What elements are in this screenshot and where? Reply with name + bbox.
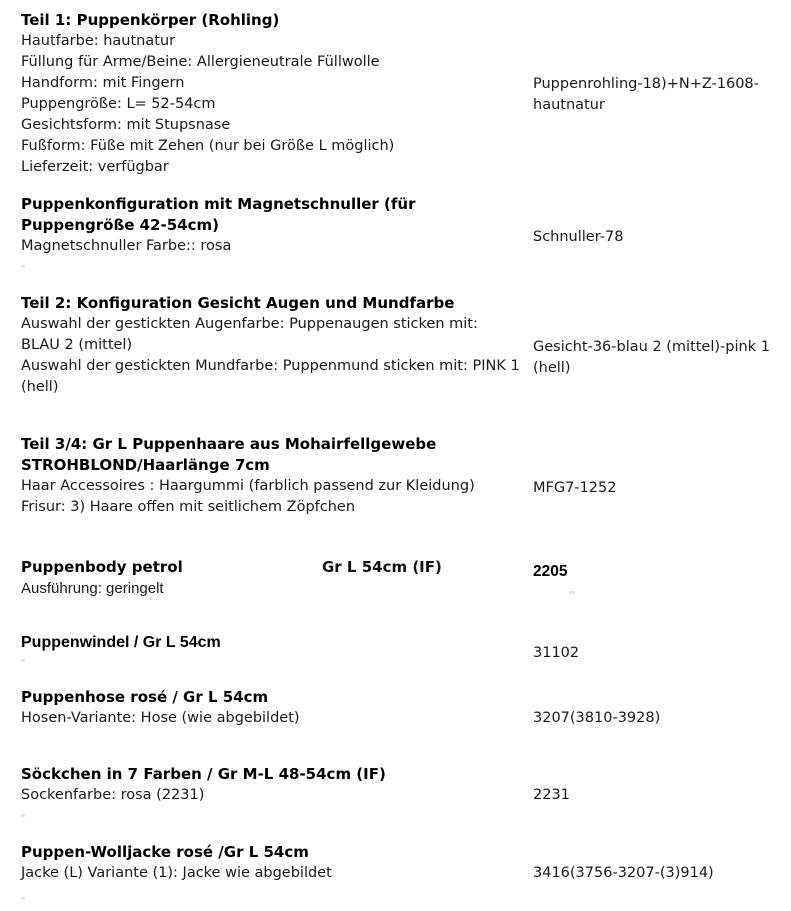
item-option: Handform: mit Fingern — [21, 75, 185, 91]
item-sku: 31102 — [533, 645, 580, 661]
item-option: Magnetschnuller Farbe:: rosa — [21, 238, 232, 254]
item-title: Puppenkonfiguration mit Magnetschnuller (für Puppengröße 42-54cm) — [21, 195, 416, 234]
item-description — [21, 764, 526, 806]
item-option: Gesichtsform: mit Stupsnase — [21, 117, 231, 133]
order-item-body-suit — [21, 557, 791, 607]
order-item-pants — [21, 687, 791, 737]
order-item-jacket — [21, 842, 791, 902]
item-option: Jacke (L) Variante (1): Jacke wie abgebildet — [21, 865, 332, 881]
item-size: Gr L 54cm (IF) — [322, 558, 442, 576]
divider — [569, 591, 575, 594]
order-item-hair — [21, 434, 791, 524]
item-option: Auswahl der gestickten Augenfarbe: Puppenaugen sticken mit: BLAU 2 (mittel) — [21, 316, 478, 353]
item-description — [21, 293, 521, 398]
item-sku: 2205 — [533, 563, 568, 580]
item-title: Söckchen in 7 Farben / Gr M-L 48-54cm (IF) — [21, 765, 386, 783]
item-description — [21, 687, 526, 729]
item-option: Frisur: 3) Haare offen mit seitlichem Zöpfchen — [21, 499, 356, 515]
item-title: Puppenhose rosé / Gr L 54cm — [21, 688, 269, 706]
item-option: Auswahl der gestickten Mundfarbe: Puppenmund sticken mit: PINK 1 (hell) — [21, 358, 520, 395]
divider — [21, 659, 25, 662]
item-sku: MFG7-1252 — [533, 480, 617, 496]
item-description — [21, 434, 491, 518]
item-title: Puppen-Wolljacke rosé /Gr L 54cm — [21, 843, 309, 861]
divider — [21, 265, 25, 268]
item-option: Füllung für Arme/Beine: Allergieneutrale Füllwolle — [21, 54, 380, 70]
item-description — [21, 194, 441, 257]
item-option: Fußform: Füße mit Zehen (nur bei Größe L möglich) — [21, 138, 395, 154]
item-sku: Schnuller-78 — [533, 229, 624, 245]
order-item-face-config — [21, 293, 791, 403]
item-sku: 3207(3810-3928) — [533, 710, 661, 726]
order-item-doll-body — [21, 10, 791, 182]
divider — [21, 814, 25, 817]
item-sku: Puppenrohling-18)+N+Z-1608-hautnatur — [533, 76, 759, 113]
item-description — [21, 557, 526, 599]
item-title: Puppenwindel / Gr L 54cm — [21, 634, 221, 651]
item-title: Teil 3/4: Gr L Puppenhaare aus Mohairfellgewebe STROHBLOND/Haarlänge 7cm — [21, 435, 437, 474]
order-item-pacifier — [21, 194, 791, 264]
item-option: Hosen-Variante: Hose (wie abgebildet) — [21, 710, 300, 726]
item-title: Teil 2: Konfiguration Gesicht Augen und Mundfarbe — [21, 294, 455, 312]
item-option: Puppengröße: L= 52-54cm — [21, 96, 216, 112]
order-item-diaper — [21, 632, 791, 672]
item-option: Sockenfarbe: rosa (2231) — [21, 787, 205, 803]
item-sku: 3416(3756-3207-(3)914) — [533, 865, 714, 881]
item-description — [21, 842, 526, 884]
item-option: Hautfarbe: hautnatur — [21, 33, 176, 49]
item-option: Ausführung: geringelt — [21, 580, 164, 597]
item-title: Puppenbody petrol — [21, 558, 183, 576]
item-sku: 2231 — [533, 787, 570, 803]
item-title: Teil 1: Puppenkörper (Rohling) — [21, 11, 280, 29]
item-sku: Gesicht-36-blau 2 (mittel)-pink 1 (hell) — [533, 339, 770, 376]
order-item-socks — [21, 764, 791, 819]
item-description — [21, 10, 526, 178]
item-option: Lieferzeit: verfügbar — [21, 159, 169, 175]
item-option: Haar Accessoires : Haargummi (farblich passend zur Kleidung) — [21, 478, 475, 494]
divider — [21, 897, 25, 900]
item-description — [21, 632, 526, 653]
